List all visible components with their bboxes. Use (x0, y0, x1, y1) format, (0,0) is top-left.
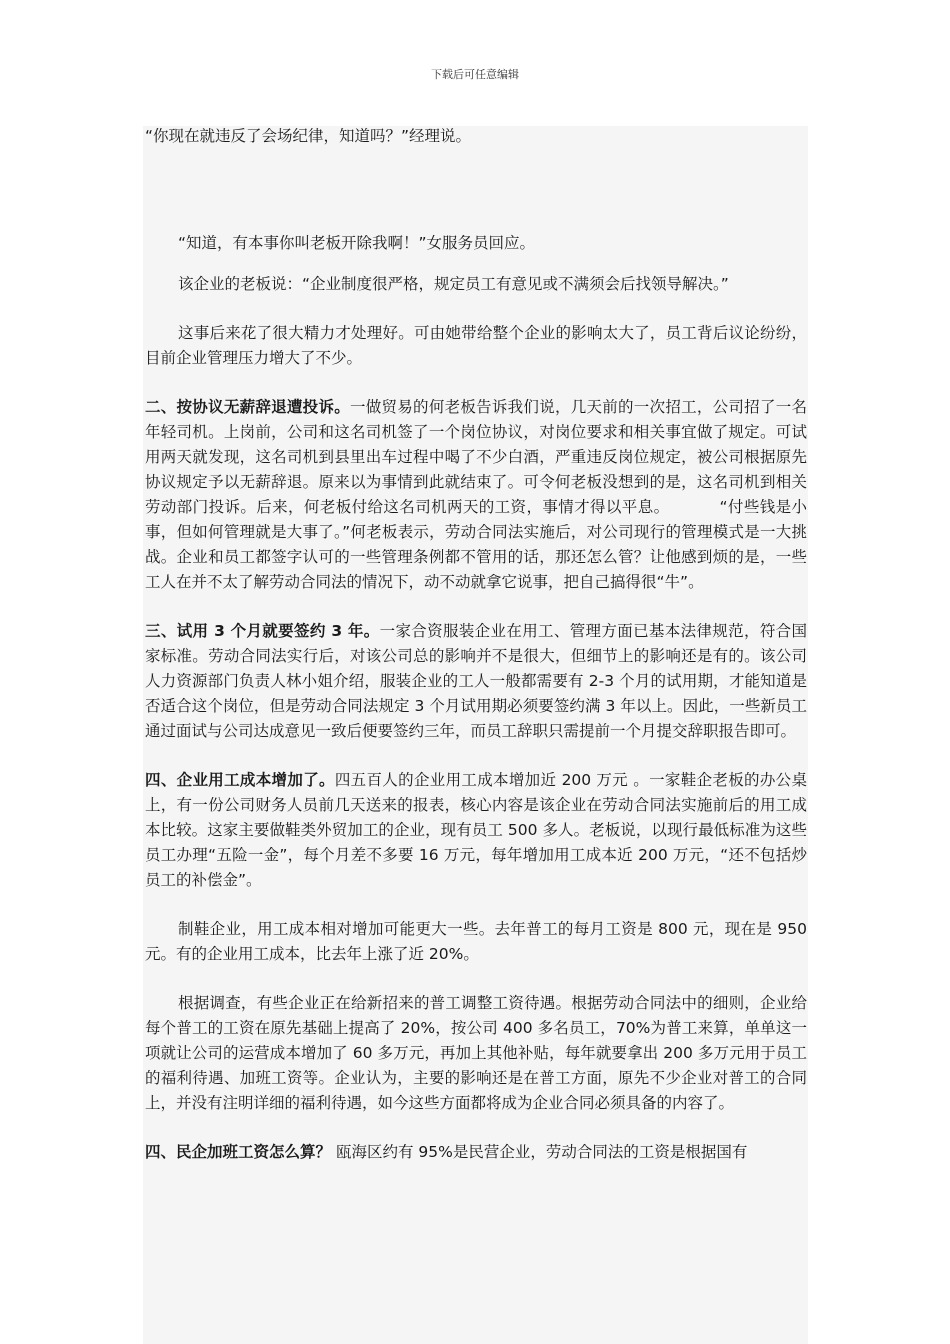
paragraph-text: “付些钱是小事，但如何管理就是大事了。”何老板表示，劳动合同法实施后，对公司现行的管理模式是一大挑战。企业和员工都签字认可的一些管理条例都不管用的话，那还怎么管？让他感到烦的是，一些工人在并不太了解劳动合同法的情况下，动不动就拿它说事，把自己搞得很“牛”。 (145, 498, 807, 591)
section-heading: 四、民企加班工资怎么算？ (145, 1143, 332, 1161)
paragraph-4: 这事后来花了很大精力才处理好。可由她带给整个企业的影响太大了，员工背后议论纷纷，目前企业管理压力增大了不少。 (145, 324, 807, 367)
paragraph-text: 四五百人的企业用工成本增加近 200 万元 。一家鞋企老板的办公桌上，有一份公司财务人员前几天送来的报表，核心内容是该企业在劳动合同法实施前后的用工成本比较。这家主要做鞋类外贸加工的企业，现有员工 500 多人。老板说，以现行最低标准为这些员工办理“五险一金”，每个月差不多要 16 万元，每年增加用工成本近 200 万元，“还不包括炒员工的补偿金”。 (145, 771, 807, 889)
paragraph-10 (145, 1140, 807, 1165)
paragraph-7 (145, 768, 807, 893)
paragraph-text: 瓯海区约有 95%是民营企业，劳动合同法的工资是根据国有 (331, 1143, 748, 1161)
paragraph-text: 一做贸易的何老板告诉我们说，几天前的一次招工，公司招了一名年轻司机。上岗前，公司和这名司机签了一个岗位协议，对岗位要求和相关事宜做了规定。可试用两天就发现，这名司机到县里出车过程中喝了不少白酒，严重违反岗位规定，被公司根据原先协议规定予以无薪辞退。原来以为事情到此就结束了。可令何老板没想到的是，这名司机到相关劳动部门投诉。后来，何老板付给这名司机两天的工资，事情才得以平息。 (145, 398, 807, 516)
section-heading: 四、企业用工成本增加了。 (145, 771, 335, 789)
section-heading: 三、试用 3 个月就要签约 3 年。 (145, 622, 380, 640)
paragraph-text: 一家合资服装企业在用工、管理方面已基本法律规范，符合国家标准。劳动合同法实行后，对该公司总的影响并不是很大，但细节上的影响还是有的。该公司人力资源部门负责人林小姐介绍，服装企业的工人一般都需要有 2-3 个月的试用期，才能知道是否适合这个岗位，但是劳动合同法规定 3 个月试用期必须要签约满 3 年以上。因此，一些新员工通过面试与公司达成意见一致后便要签约三年，而员工辞职只需提前一个月提交辞职报告即可。 (145, 622, 807, 740)
paragraph-2: “知道，有本事你叫老板开除我啊！”女服务员回应。 (178, 234, 536, 252)
section-heading: 二、按协议无薪辞退遭投诉。 (145, 398, 350, 416)
paragraph-6 (145, 619, 807, 744)
paragraph-3: 该企业的老板说：“企业制度很严格，规定员工有意见或不满须会后找领导解决。” (178, 275, 729, 293)
page-header: 下载后可任意编辑 (431, 68, 519, 81)
paragraph-8: 制鞋企业，用工成本相对增加可能更大一些。去年普工的每月工资是 800 元，现在是 950 元。有的企业用工成本，比去年上涨了近 20%。 (145, 920, 807, 963)
paragraph-1: “你现在就违反了会场纪律，知道吗？”经理说。 (145, 127, 472, 145)
paragraph-5 (145, 395, 807, 595)
paragraph-9: 根据调查，有些企业正在给新招来的普工调整工资待遇。根据劳动合同法中的细则，企业给每个普工的工资在原先基础上提高了 20%，按公司 400 多名员工，70%为普工来算，单单这一项就让公司的运营成本增加了 60 多万元，再加上其他补贴，每年就要拿出 200 多万元用于员工的福利待遇、加班工资等。企业认为，主要的影响还是在普工方面，原先不少企业对普工的合同上，并没有注明详细的福利待遇，如今这些方面都将成为企业合同必须具备的内容了。 (145, 994, 807, 1112)
document-body (145, 124, 807, 1189)
